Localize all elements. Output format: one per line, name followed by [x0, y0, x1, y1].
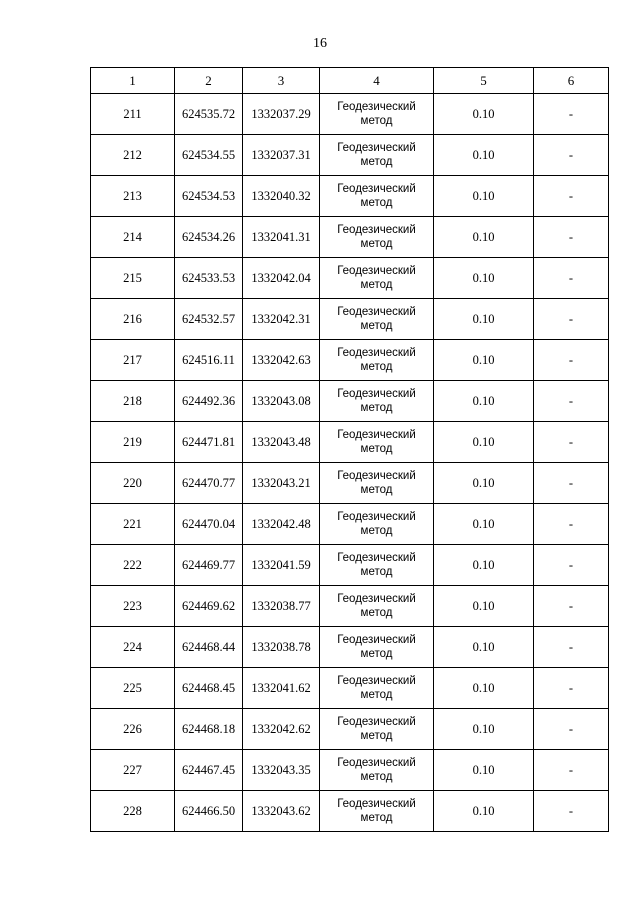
- x-coordinate-cell: 624469.62: [175, 586, 243, 627]
- x-coordinate-cell: 624470.77: [175, 463, 243, 504]
- note-cell: -: [534, 545, 609, 586]
- y-coordinate-cell: 1332037.31: [243, 135, 320, 176]
- note-cell: -: [534, 504, 609, 545]
- method-cell: [320, 545, 434, 586]
- method-line-2: метод: [360, 607, 393, 619]
- method-line-2: метод: [360, 115, 393, 127]
- note-cell: -: [534, 668, 609, 709]
- method-line-2: метод: [360, 648, 393, 660]
- x-coordinate-cell: 624534.26: [175, 217, 243, 258]
- y-coordinate-cell: 1332043.21: [243, 463, 320, 504]
- accuracy-cell: 0.10: [434, 545, 534, 586]
- method-cell: [320, 709, 434, 750]
- method-line-1: Геодезический: [337, 511, 416, 523]
- method-cell: [320, 750, 434, 791]
- page-number: 16: [313, 36, 327, 51]
- method-cell: [320, 586, 434, 627]
- x-coordinate-cell: 624535.72: [175, 94, 243, 135]
- table-header-row: [91, 68, 609, 94]
- method-line-1: Геодезический: [337, 798, 416, 810]
- method-line-1: Геодезический: [337, 306, 416, 318]
- column-header-4: 4: [320, 68, 434, 94]
- method-cell: [320, 791, 434, 832]
- accuracy-cell: 0.10: [434, 709, 534, 750]
- method-line-2: метод: [360, 320, 393, 332]
- table-row: [91, 463, 609, 504]
- accuracy-cell: 0.10: [434, 340, 534, 381]
- method-line-2: метод: [360, 484, 393, 496]
- table-row: [91, 94, 609, 135]
- x-coordinate-cell: 624532.57: [175, 299, 243, 340]
- method-line-1: Геодезический: [337, 183, 416, 195]
- note-cell: -: [534, 463, 609, 504]
- point-number-cell: 221: [91, 504, 175, 545]
- x-coordinate-cell: 624468.45: [175, 668, 243, 709]
- point-number-cell: 216: [91, 299, 175, 340]
- point-number-cell: 220: [91, 463, 175, 504]
- column-header-6: 6: [534, 68, 609, 94]
- accuracy-cell: 0.10: [434, 94, 534, 135]
- y-coordinate-cell: 1332041.59: [243, 545, 320, 586]
- accuracy-cell: 0.10: [434, 627, 534, 668]
- method-line-1: Геодезический: [337, 593, 416, 605]
- method-line-2: метод: [360, 402, 393, 414]
- note-cell: -: [534, 586, 609, 627]
- method-cell: [320, 135, 434, 176]
- note-cell: -: [534, 627, 609, 668]
- y-coordinate-cell: 1332041.62: [243, 668, 320, 709]
- method-line-2: метод: [360, 566, 393, 578]
- method-line-2: метод: [360, 361, 393, 373]
- method-cell: [320, 668, 434, 709]
- note-cell: -: [534, 709, 609, 750]
- y-coordinate-cell: 1332038.77: [243, 586, 320, 627]
- note-cell: -: [534, 381, 609, 422]
- y-coordinate-cell: 1332037.29: [243, 94, 320, 135]
- table-row: [91, 709, 609, 750]
- accuracy-cell: 0.10: [434, 504, 534, 545]
- method-line-1: Геодезический: [337, 388, 416, 400]
- note-cell: -: [534, 217, 609, 258]
- note-cell: -: [534, 299, 609, 340]
- method-cell: [320, 463, 434, 504]
- note-cell: -: [534, 340, 609, 381]
- point-number-cell: 212: [91, 135, 175, 176]
- x-coordinate-cell: 624533.53: [175, 258, 243, 299]
- note-cell: -: [534, 135, 609, 176]
- table-row: [91, 750, 609, 791]
- method-line-1: Геодезический: [337, 757, 416, 769]
- method-line-1: Геодезический: [337, 470, 416, 482]
- point-number-cell: 222: [91, 545, 175, 586]
- method-line-2: метод: [360, 197, 393, 209]
- accuracy-cell: 0.10: [434, 176, 534, 217]
- y-coordinate-cell: 1332042.48: [243, 504, 320, 545]
- method-line-1: Геодезический: [337, 224, 416, 236]
- table-row: [91, 176, 609, 217]
- y-coordinate-cell: 1332042.63: [243, 340, 320, 381]
- x-coordinate-cell: 624492.36: [175, 381, 243, 422]
- method-line-2: метод: [360, 689, 393, 701]
- method-cell: [320, 217, 434, 258]
- x-coordinate-cell: 624466.50: [175, 791, 243, 832]
- x-coordinate-cell: 624470.04: [175, 504, 243, 545]
- point-number-cell: 227: [91, 750, 175, 791]
- table-row: [91, 299, 609, 340]
- y-coordinate-cell: 1332043.35: [243, 750, 320, 791]
- method-line-1: Геодезический: [337, 429, 416, 441]
- accuracy-cell: 0.10: [434, 586, 534, 627]
- point-number-cell: 215: [91, 258, 175, 299]
- coordinates-table: [90, 67, 609, 832]
- table-row: [91, 258, 609, 299]
- note-cell: -: [534, 94, 609, 135]
- point-number-cell: 213: [91, 176, 175, 217]
- y-coordinate-cell: 1332041.31: [243, 217, 320, 258]
- accuracy-cell: 0.10: [434, 750, 534, 791]
- method-cell: [320, 94, 434, 135]
- method-line-1: Геодезический: [337, 265, 416, 277]
- method-line-1: Геодезический: [337, 634, 416, 646]
- table-row: [91, 545, 609, 586]
- table-row: [91, 340, 609, 381]
- y-coordinate-cell: 1332043.62: [243, 791, 320, 832]
- method-cell: [320, 258, 434, 299]
- table-row: [91, 504, 609, 545]
- method-line-1: Геодезический: [337, 347, 416, 359]
- y-coordinate-cell: 1332043.48: [243, 422, 320, 463]
- point-number-cell: 217: [91, 340, 175, 381]
- accuracy-cell: 0.10: [434, 791, 534, 832]
- y-coordinate-cell: 1332042.04: [243, 258, 320, 299]
- column-header-3: 3: [243, 68, 320, 94]
- accuracy-cell: 0.10: [434, 299, 534, 340]
- note-cell: -: [534, 750, 609, 791]
- method-cell: [320, 299, 434, 340]
- point-number-cell: 211: [91, 94, 175, 135]
- column-header-2: 2: [175, 68, 243, 94]
- point-number-cell: 219: [91, 422, 175, 463]
- method-cell: [320, 627, 434, 668]
- x-coordinate-cell: 624468.18: [175, 709, 243, 750]
- method-cell: [320, 504, 434, 545]
- method-line-2: метод: [360, 443, 393, 455]
- method-line-2: метод: [360, 730, 393, 742]
- point-number-cell: 226: [91, 709, 175, 750]
- accuracy-cell: 0.10: [434, 668, 534, 709]
- table-row: [91, 135, 609, 176]
- method-cell: [320, 176, 434, 217]
- column-header-1: 1: [91, 68, 175, 94]
- method-line-1: Геодезический: [337, 675, 416, 687]
- table-row: [91, 668, 609, 709]
- table-row: [91, 422, 609, 463]
- table-row: [91, 791, 609, 832]
- note-cell: -: [534, 258, 609, 299]
- column-header-5: 5: [434, 68, 534, 94]
- point-number-cell: 225: [91, 668, 175, 709]
- table-row: [91, 217, 609, 258]
- method-line-2: метод: [360, 238, 393, 250]
- y-coordinate-cell: 1332040.32: [243, 176, 320, 217]
- method-line-2: метод: [360, 771, 393, 783]
- accuracy-cell: 0.10: [434, 463, 534, 504]
- accuracy-cell: 0.10: [434, 217, 534, 258]
- accuracy-cell: 0.10: [434, 135, 534, 176]
- accuracy-cell: 0.10: [434, 258, 534, 299]
- table-row: [91, 627, 609, 668]
- x-coordinate-cell: 624468.44: [175, 627, 243, 668]
- y-coordinate-cell: 1332042.31: [243, 299, 320, 340]
- x-coordinate-cell: 624516.11: [175, 340, 243, 381]
- accuracy-cell: 0.10: [434, 381, 534, 422]
- y-coordinate-cell: 1332042.62: [243, 709, 320, 750]
- method-cell: [320, 422, 434, 463]
- method-line-2: метод: [360, 812, 393, 824]
- x-coordinate-cell: 624534.53: [175, 176, 243, 217]
- method-line-1: Геодезический: [337, 101, 416, 113]
- method-cell: [320, 381, 434, 422]
- accuracy-cell: 0.10: [434, 422, 534, 463]
- note-cell: -: [534, 176, 609, 217]
- note-cell: -: [534, 422, 609, 463]
- method-line-2: метод: [360, 156, 393, 168]
- method-line-1: Геодезический: [337, 552, 416, 564]
- method-line-1: Геодезический: [337, 142, 416, 154]
- point-number-cell: 214: [91, 217, 175, 258]
- point-number-cell: 223: [91, 586, 175, 627]
- x-coordinate-cell: 624534.55: [175, 135, 243, 176]
- x-coordinate-cell: 624469.77: [175, 545, 243, 586]
- point-number-cell: 228: [91, 791, 175, 832]
- method-cell: [320, 340, 434, 381]
- x-coordinate-cell: 624467.45: [175, 750, 243, 791]
- table-body: [91, 94, 609, 832]
- y-coordinate-cell: 1332038.78: [243, 627, 320, 668]
- method-line-1: Геодезический: [337, 716, 416, 728]
- y-coordinate-cell: 1332043.08: [243, 381, 320, 422]
- method-line-2: метод: [360, 525, 393, 537]
- point-number-cell: 218: [91, 381, 175, 422]
- point-number-cell: 224: [91, 627, 175, 668]
- x-coordinate-cell: 624471.81: [175, 422, 243, 463]
- table-row: [91, 381, 609, 422]
- table-row: [91, 586, 609, 627]
- method-line-2: метод: [360, 279, 393, 291]
- note-cell: -: [534, 791, 609, 832]
